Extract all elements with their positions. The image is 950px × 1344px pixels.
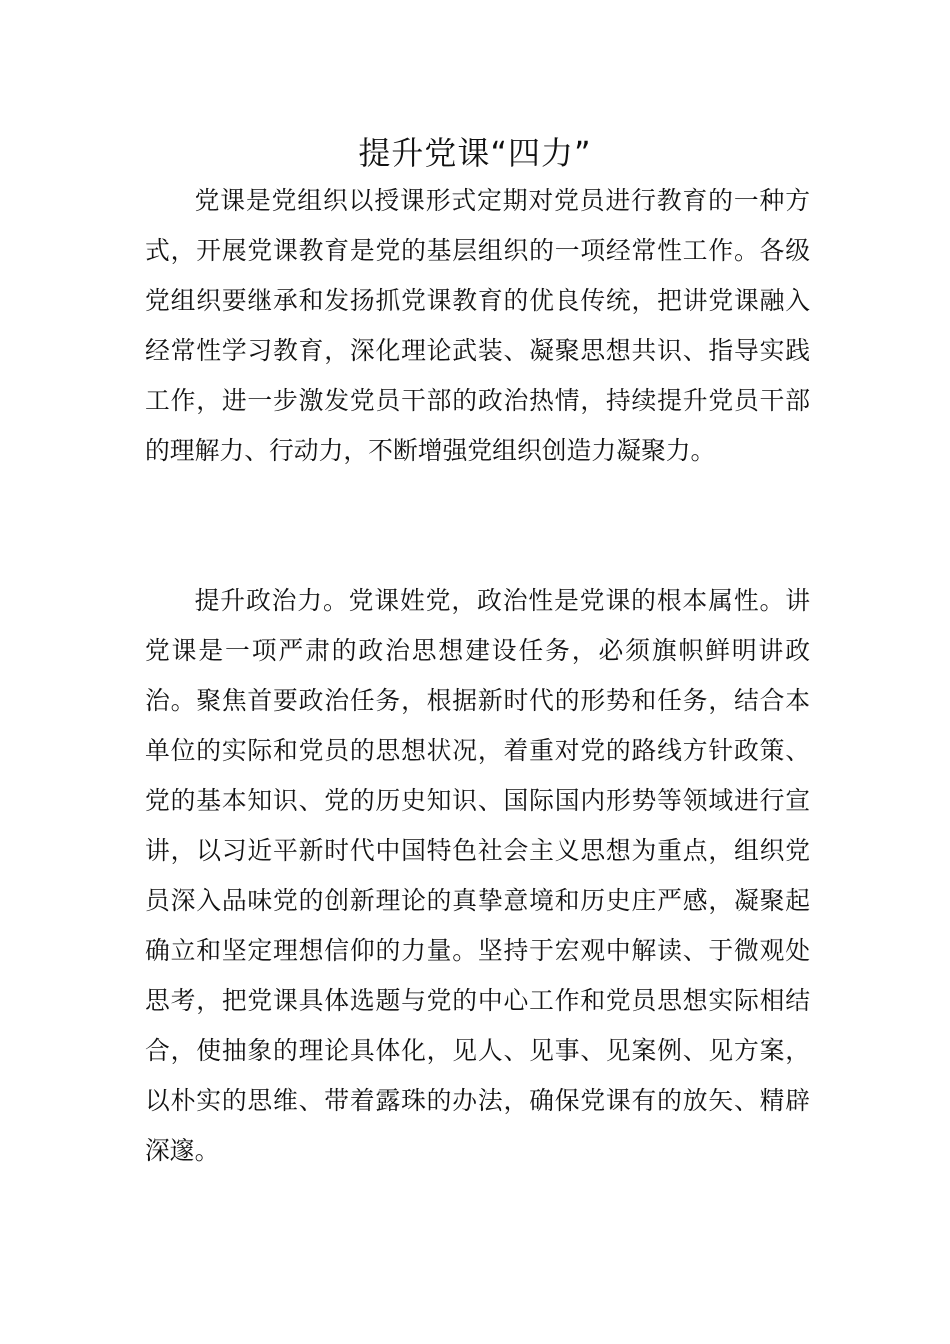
document-title: 提升党课“四力” [358,134,592,172]
paragraph-intro: 党课是党组织以授课形式定期对党员进行教育的一种方式，开展党课教育是党的基层组织的一项经常性工作。各级党组织要继承和发扬抓党课教育的优良传统，把讲党课融入经常性学习教育，深化理论武装、凝聚思想共识、指导实践工作，进一步激发党员干部的政治热情，持续提升党员干部的理解力、行动力，不断增强党组织创造力凝聚力。 [145,186,810,465]
paragraph-political-power: 提升政治力。党课姓党，政治性是党课的根本属性。讲党课是一项严肃的政治思想建设任务，必须旗帜鲜明讲政治。聚焦首要政治任务，根据新时代的形势和任务，结合本单位的实际和党员的思想状况，着重对党的路线方针政策、党的基本知识、党的历史知识、国际国内形势等领域进行宣讲，以习近平新时代中国特色社会主义思想为重点，组织党员深入品味党的创新理论的真挚意境和历史庄严感，凝聚起确立和坚定理想信仰的力量。坚持于宏观中解读、于微观处思考，把党课具体选题与党的中心工作和党员思想实际相结合，使抽象的理论具体化，见人、见事、见案例、见方案，以朴实的思维、带着露珠的办法，确保党课有的放矢、精辟深邃。 [145,586,810,1165]
